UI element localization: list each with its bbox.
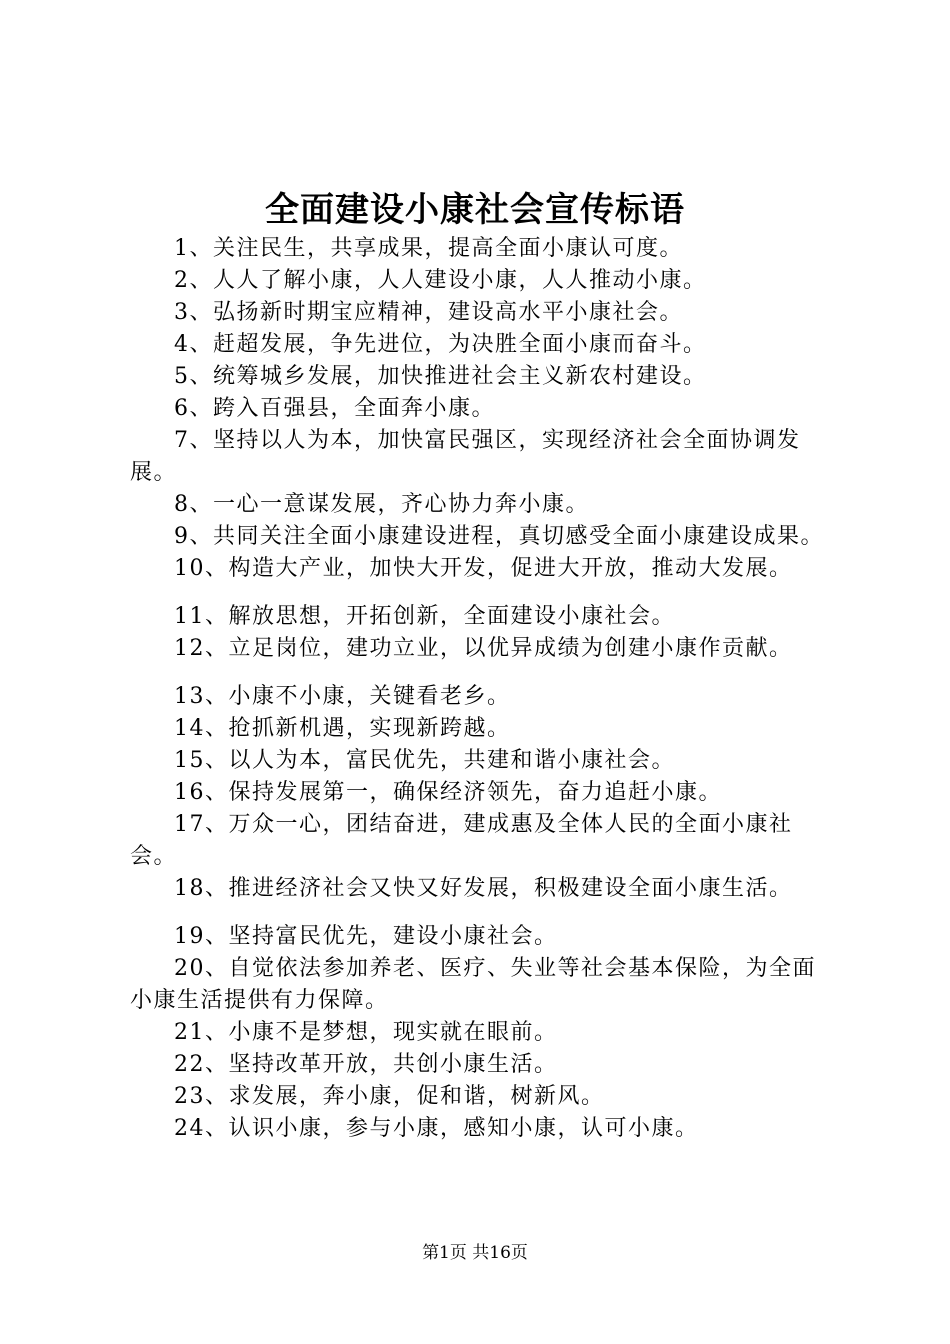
slogan-paragraph: 17、万众一心，团结奋进，建成惠及全体人民的全面小康社会。: [130, 812, 793, 869]
slogan-paragraph: 6、跨入百强县，全面奔小康。: [174, 396, 495, 421]
slogan-paragraph: 8、一心一意谋发展，齐心协力奔小康。: [174, 492, 589, 517]
slogan-paragraph: 15、以人为本，富民优先，共建和谐小康社会。: [174, 748, 675, 773]
slogan-paragraph: 10、构造大产业，加快大开发，促进大开放，推动大发展。: [174, 556, 793, 581]
slogan-paragraph: 13、小康不小康，关键看老乡。: [174, 684, 511, 709]
slogan-paragraph: 20、自觉依法参加养老、医疗、失业等社会基本保险，为全面小康生活提供有力保障。: [130, 956, 816, 1013]
page-footer: 第1页 共16页: [422, 1243, 528, 1263]
slogan-paragraph: 9、共同关注全面小康建设进程，真切感受全面小康建设成果。: [174, 524, 824, 549]
slogan-paragraph: 23、求发展，奔小康，促和谐，树新风。: [174, 1084, 605, 1109]
slogan-paragraph: 1、关注民生，共享成果，提高全面小康认可度。: [174, 236, 683, 261]
slogan-paragraph: 3、弘扬新时期宝应精神，建设高水平小康社会。: [174, 300, 683, 325]
slogan-paragraph: 4、赶超发展，争先进位，为决胜全面小康而奋斗。: [174, 332, 707, 357]
slogan-paragraph: 21、小康不是梦想，现实就在眼前。: [174, 1020, 558, 1045]
slogan-paragraph: 24、认识小康，参与小康，感知小康，认可小康。: [174, 1116, 699, 1141]
slogan-paragraph: 2、人人了解小康，人人建设小康，人人推动小康。: [174, 268, 707, 293]
slogan-paragraph: 7、坚持以人为本，加快富民强区，实现经济社会全面协调发展。: [130, 428, 801, 485]
slogan-paragraph: 18、推进经济社会又快又好发展，积极建设全面小康生活。: [174, 876, 793, 901]
slogan-paragraph: 5、统筹城乡发展，加快推进社会主义新农村建设。: [174, 364, 707, 389]
slogan-paragraph: 16、保持发展第一，确保经济领先，奋力追赶小康。: [174, 780, 722, 805]
slogan-paragraph: 11、解放思想，开拓创新，全面建设小康社会。: [174, 604, 675, 629]
slogan-paragraph: 19、坚持富民优先，建设小康社会。: [174, 924, 558, 949]
slogan-paragraph: 12、立足岗位，建功立业，以优异成绩为创建小康作贡献。: [174, 636, 793, 661]
document-title: 全面建设小康社会宣传标语: [265, 190, 685, 230]
slogan-paragraph: 22、坚持改革开放，共创小康生活。: [174, 1052, 558, 1077]
slogan-paragraph: 14、抢抓新机遇，实现新跨越。: [174, 716, 511, 741]
document-body: [130, 233, 835, 1145]
